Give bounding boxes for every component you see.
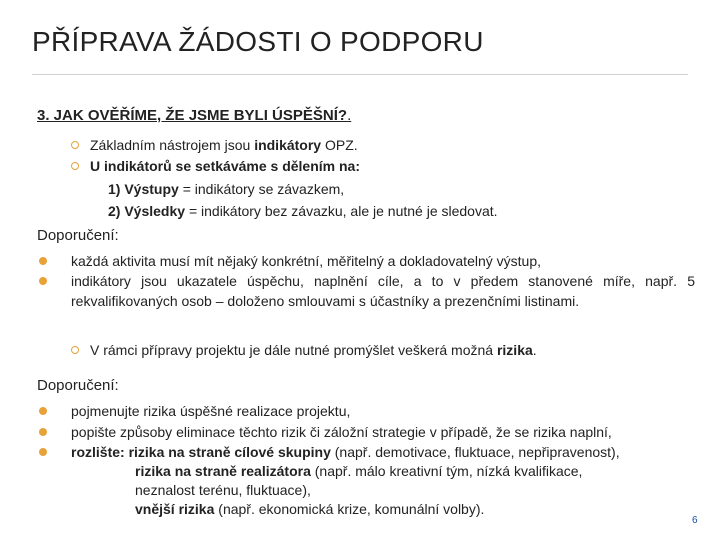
title-divider xyxy=(32,74,688,75)
risk-external: vnější rizika (např. ekonomická krize, komunální volby). xyxy=(135,501,485,517)
recommendation-item: každá aktivita musí mít nějaký konkrétní, měřitelný a dokladovatelný výstup, xyxy=(71,253,541,269)
risk-implementer-cont: neznalost terénu, fluktuace), xyxy=(135,482,311,498)
dot-bullet-icon xyxy=(39,407,47,415)
section-heading-suffix: . xyxy=(347,107,352,124)
page-number: 6 xyxy=(692,515,698,526)
recommendation-label: Doporučení: xyxy=(37,227,119,244)
dot-bullet-icon xyxy=(39,257,47,265)
recommendation-item: indikátory jsou ukazatele úspěchu, naplnění cíle, a to v předem stanovené míře, např. 5 rekvalifikovaných osob – doloženo smlouvami s účastníky a prezenčními listinami. xyxy=(71,273,695,309)
intro-item-indicators: Základním nástrojem jsou indikátory OPZ. xyxy=(90,137,358,153)
recommendation-label: Doporučení: xyxy=(37,377,119,394)
circle-bullet-icon xyxy=(71,346,79,354)
dot-bullet-icon xyxy=(39,428,47,436)
page-title: PŘÍPRAVA ŽÁDOSTI O PODPORU xyxy=(32,26,484,57)
dot-bullet-icon xyxy=(39,277,47,285)
dot-bullet-icon xyxy=(39,448,47,456)
section-heading-text: 3. JAK OVĚŘÍME, ŽE JSME BYLI ÚSPĚŠNÍ? xyxy=(37,107,348,124)
results-line: 2) Výsledky = indikátory bez závazku, ale je nutné je sledovat. xyxy=(108,203,498,219)
recommendation-item: popište způsoby eliminace těchto rizik či záložní strategie v případě, že se rizika naplní, xyxy=(71,424,612,440)
circle-bullet-icon xyxy=(71,141,79,149)
section-heading xyxy=(37,107,351,124)
circle-bullet-icon xyxy=(71,162,79,170)
risk-implementer: rizika na straně realizátora (např. málo kreativní tým, nízká kvalifikace, xyxy=(135,463,583,479)
risk-target-group: rozlište: rizika na straně cílové skupiny (např. demotivace, fluktuace, nepřipravenost), xyxy=(71,444,620,460)
outputs-line: 1) Výstupy = indikátory se závazkem, xyxy=(108,181,345,197)
risk-note: V rámci přípravy projektu je dále nutné promýšlet veškerá možná rizika. xyxy=(90,342,537,358)
recommendation-item: pojmenujte rizika úspěšné realizace projektu, xyxy=(71,403,351,419)
intro-item-division: U indikátorů se setkáváme s dělením na: xyxy=(90,158,360,174)
